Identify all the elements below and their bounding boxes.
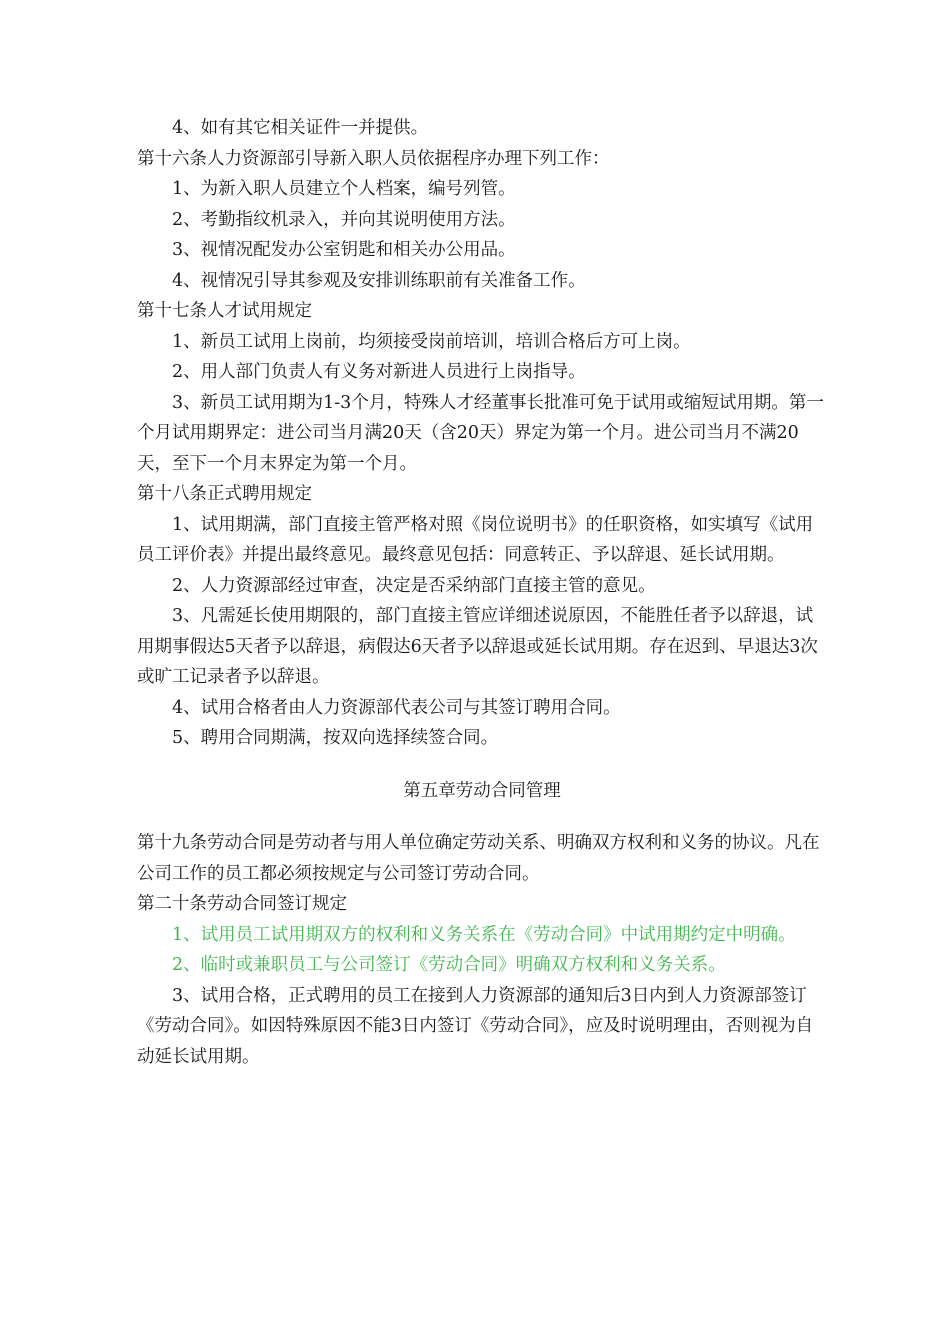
document-body	[137, 113, 827, 1072]
paragraph-item: 1、新员工试用上岗前，均须接受岗前培训，培训合格后方可上岗。	[172, 331, 691, 352]
paragraph-item: 5、聘用合同期满，按双向选择续签合同。	[172, 728, 499, 748]
paragraph-item: 2、人力资源部经过审查，决定是否采纳部门直接主管的意见。	[172, 575, 656, 596]
chapter-title: 第五章劳动合同管理	[403, 780, 561, 801]
paragraph-item: 2、用人部门负责人有义务对新进人员进行上岗指导。	[172, 362, 586, 382]
paragraph-item: 4、如有其它相关证件一并提供。	[172, 118, 429, 138]
paragraph-item: 4、试用合格者由人力资源部代表公司与其签订聘用合同。	[172, 697, 621, 718]
highlighted-paragraph-item: 2、临时或兼职员工与公司签订《劳动合同》明确双方权利和义务关系。	[172, 955, 726, 975]
paragraph-item: 4、视情况引导其参观及安排训练职前有关准备工作。	[172, 270, 586, 291]
paragraph-item: 3、试用合格，正式聘用的员工在接到人力资源部的通知后3日内到人力资源部签订《劳动合同》。如因特殊原因不能3日内签订《劳动合同》，应及时说明理由，否则视为自动延长试用期。	[137, 985, 814, 1067]
article-heading: 第十七条人才试用规定	[137, 301, 312, 321]
paragraph-item: 1、试用期满，部门直接主管严格对照《岗位说明书》的任职资格，如实填写《试用员工评价表》并提出最终意见。最终意见包括：同意转正、予以辞退、延长试用期。	[137, 514, 814, 565]
article-heading: 第二十条劳动合同签订规定	[137, 894, 347, 914]
paragraph-item: 1、为新入职人员建立个人档案，编号列管。	[172, 179, 516, 199]
paragraph-item: 3、新员工试用期为1-3个月，特殊人才经董事长批准可免于试用或缩短试用期。第一个月试用期界定：进公司当月满20天（含20天）界定为第一个月。进公司当月不满20天，至下一个月末界定为第一个月。	[137, 392, 824, 474]
highlighted-paragraph-item: 1、试用员工试用期双方的权利和义务关系在《劳动合同》中试用期约定中明确。	[172, 924, 796, 945]
article-heading: 第十八条正式聘用规定	[137, 484, 312, 504]
article-heading: 第十六条人力资源部引导新入职人员依据程序办理下列工作：	[137, 148, 610, 169]
article-paragraph: 第十九条劳动合同是劳动者与用人单位确定劳动关系、明确双方权利和义务的协议。凡在公司工作的员工都必须按规定与公司签订劳动合同。	[137, 833, 820, 884]
paragraph-item: 2、考勤指纹机录入，并向其说明使用方法。	[172, 209, 516, 230]
paragraph-item: 3、视情况配发办公室钥匙和相关办公用品。	[172, 240, 516, 260]
paragraph-item: 3、凡需延长使用期限的，部门直接主管应详细述说原因，不能胜任者予以辞退，试用期事假达5天者予以辞退，病假达6天者予以辞退或延长试用期。存在迟到、早退达3次或旷工记录者予以辞退。	[137, 606, 818, 687]
